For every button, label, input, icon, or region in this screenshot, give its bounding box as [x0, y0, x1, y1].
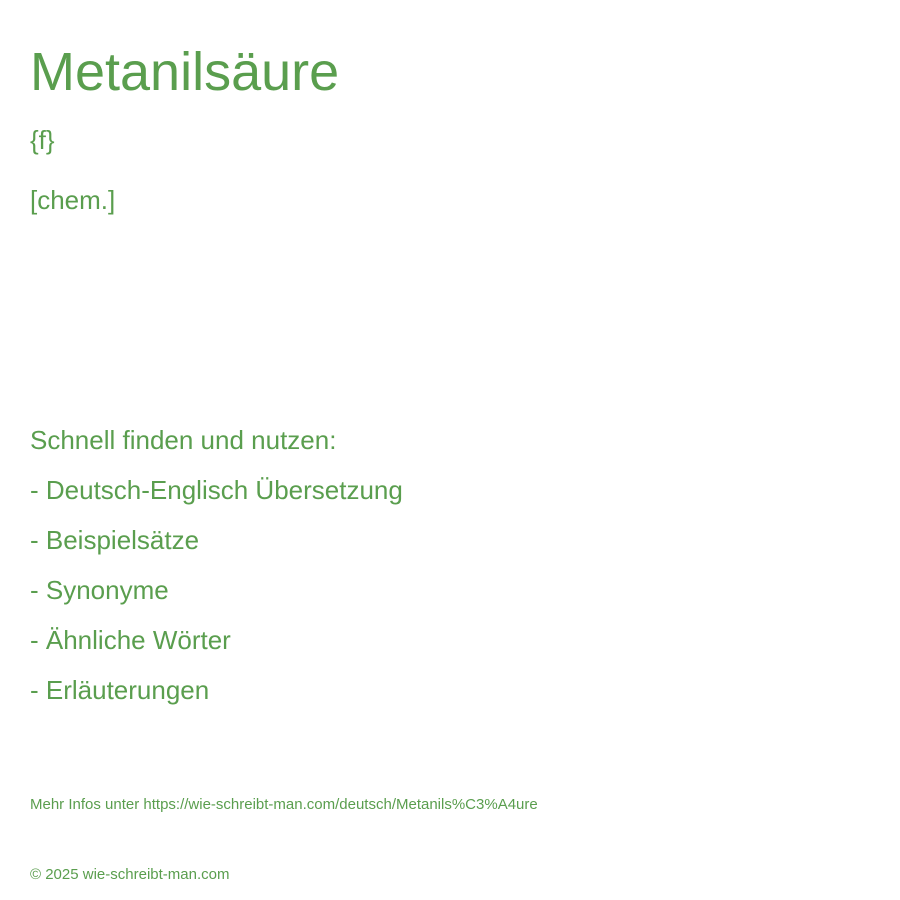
list-item-synonyms: - Synonyme — [30, 575, 169, 605]
list-item-translation: - Deutsch-Englisch Übersetzung — [30, 475, 403, 505]
quick-access-heading: Schnell finden und nutzen: — [30, 425, 337, 455]
list-item-explanations: - Erläuterungen — [30, 675, 210, 705]
domain-label: [chem.] — [30, 185, 116, 215]
gender-label: {f} — [30, 125, 55, 155]
list-item-example-sentences: - Beispielsätze — [30, 525, 200, 555]
list-item-similar-words: - Ähnliche Wörter — [30, 625, 231, 655]
copyright-text: © 2025 wie-schreibt-man.com — [30, 866, 230, 883]
page-title: Metanilsäure — [30, 42, 340, 102]
more-info-text: Mehr Infos unter https://wie-schreibt-man.com/deutsch/Metanils%C3%A4ure — [30, 796, 538, 813]
quick-access-list — [30, 474, 403, 724]
